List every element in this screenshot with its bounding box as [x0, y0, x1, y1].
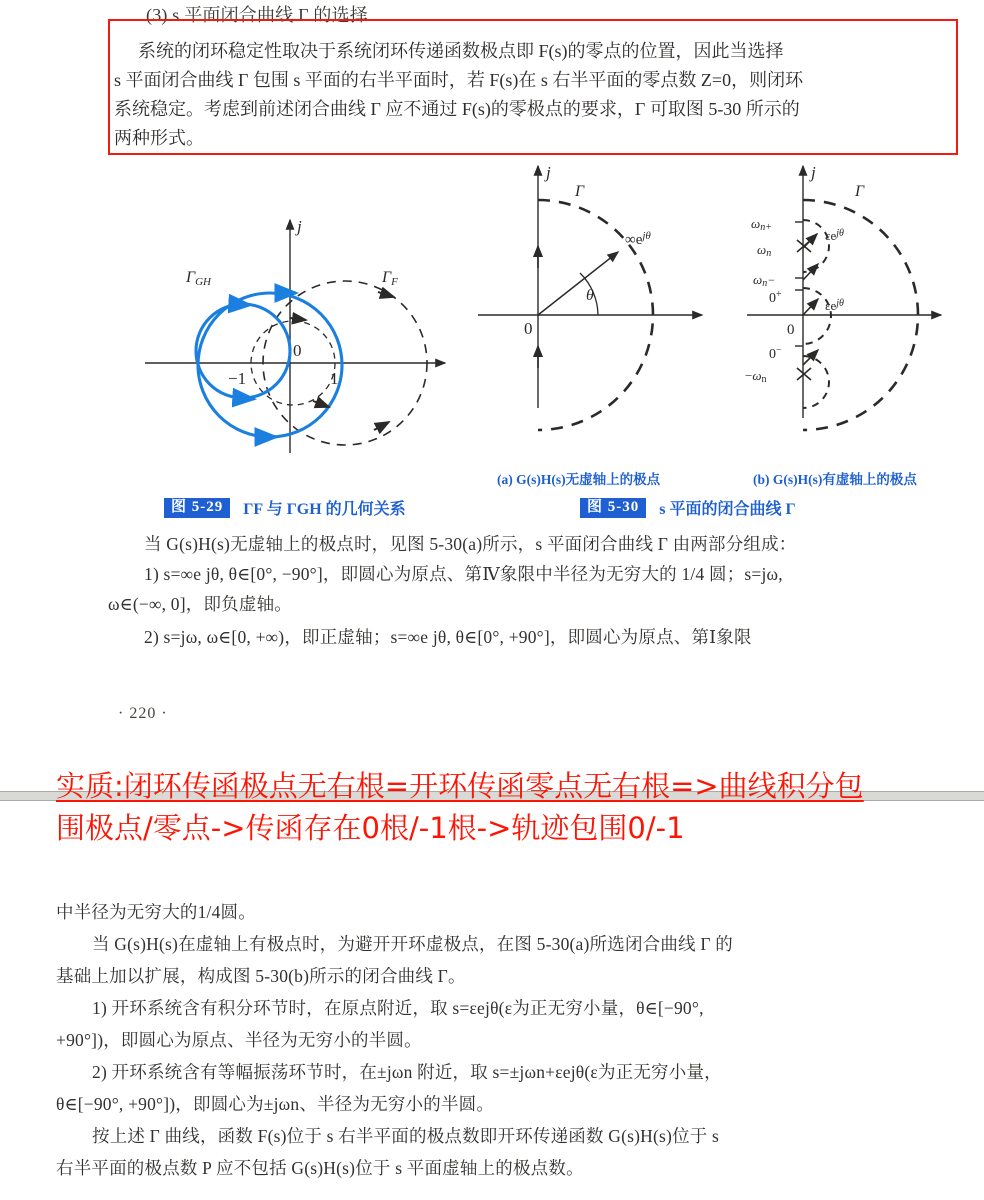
svg-text:j: j	[297, 217, 302, 236]
body-lower-line-5: +90°])，即圆心为原点、半径为无穷小的半圆。	[56, 1030, 422, 1050]
body-upper-line-3: ω∈(−∞, 0]，即负虚轴。	[108, 594, 292, 614]
svg-text:Γ: Γ	[855, 183, 865, 200]
svg-text:ωn−: ωn−	[753, 272, 776, 289]
figure-5-29-tag: 图 5-29	[164, 498, 230, 518]
svg-text:Γ: Γ	[575, 183, 585, 200]
body-lower-line-8: 按上述 Γ 曲线，函数 F(s)位于 s 右半平面的极点数即开环传递函数 G(s)H(s)位于 s	[92, 1126, 720, 1146]
svg-text:εejθ: $\varepsilon e^{j\theta}$	[825, 298, 844, 313]
red-annotation-line-2: 围极点/零点->传函存在0根/-1根->轨迹包围0/-1	[56, 811, 685, 845]
highlight-line-2: s 平面闭合曲线 Γ 包围 s 平面的右半平面时，若 F(s)在 s 右半平面的零点数 Z=0，则闭环	[114, 70, 804, 90]
body-lower-line-4: 1) 开环系统含有积分环节时，在原点附近，取 s=εejθ(ε为正无穷小量，θ∈[−90°,	[92, 998, 704, 1018]
red-annotation-line-1: 实质:闭环传函极点无右根=开环传函零点无右根=>曲线积分包	[56, 769, 864, 803]
body-lower-line-1: 中半径为无穷大的1/4圆。	[56, 902, 256, 922]
svg-text:0: 0	[787, 322, 795, 338]
figure-5-30b-subcaption: (b) G(s)H(s)有虚轴上的极点	[753, 472, 917, 487]
figure-5-30b-graphic	[745, 160, 975, 460]
body-lower-line-2: 当 G(s)H(s)在虚轴上有极点时，为避开开环虚极点，在图 5-30(a)所选闭合曲线 Γ 的	[92, 934, 733, 954]
body-upper-line-4: 2) s=jω, ω∈[0, +∞)，即正虚轴；s=∞e jθ, θ∈[0°, +90°]，即圆心为原点、第Ⅰ象限	[144, 627, 752, 647]
figure-5-30a-subcaption: (a) G(s)H(s)无虚轴上的极点	[497, 472, 661, 487]
body-lower-line-3: 基础上加以扩展，构成图 5-30(b)所示的闭合曲线 Γ。	[56, 966, 466, 986]
figure-5-30-caption-text: s 平面的闭合曲线 Γ	[659, 501, 796, 518]
svg-text:−1: −1	[228, 369, 247, 388]
svg-text:0+: 0+	[769, 289, 782, 306]
svg-text:∞ejθ: $\infty e^{j\theta}$	[625, 230, 651, 248]
figure-5-30-caption	[580, 496, 796, 519]
highlight-line-4: 两种形式。	[114, 128, 204, 148]
svg-text:εejθ: $\varepsilon e^{j\theta}$	[825, 228, 844, 243]
body-lower-line-9: 右半平面的极点数 P 应不包括 G(s)H(s)位于 s 平面虚轴上的极点数。	[56, 1158, 584, 1178]
body-upper-line-2: 1) s=∞e jθ, θ∈[0°, −90°]，即圆心为原点、第Ⅳ象限中半径为无穷大的 1/4 圆；s=jω,	[144, 564, 783, 584]
svg-text:j: j	[546, 163, 551, 182]
body-lower-line-7: θ∈[−90°, +90°])，即圆心为±jωn、半径为无穷小的半圆。	[56, 1094, 495, 1114]
figure-5-29-caption	[164, 496, 406, 519]
svg-text:ωn+: ωn+	[751, 216, 772, 233]
svg-text:ΓGH: ΓGH	[186, 269, 211, 288]
svg-text:j: j	[811, 163, 816, 182]
svg-text:1: 1	[330, 369, 339, 388]
svg-text:−ωn: −ωn	[745, 368, 767, 385]
highlight-line-3: 系统稳定。考虑到前述闭合曲线 Γ 应不通过 F(s)的零极点的要求，Γ 可取图 5-30 所示的	[114, 99, 800, 119]
section-heading: (3) s 平面闭合曲线 Γ 的选择	[146, 5, 368, 25]
figure-5-30-tag: 图 5-30	[580, 498, 646, 518]
figures-band	[0, 158, 984, 518]
figure-5-29-caption-text: ΓF 与 ΓGH 的几何关系	[243, 501, 406, 518]
figure-5-30a-graphic	[470, 160, 720, 460]
body-upper-line-1: 当 G(s)H(s)无虚轴上的极点时，见图 5-30(a)所示，s 平面闭合曲线 Γ 由两部分组成：	[144, 534, 797, 554]
page-number: · 220 ·	[118, 705, 168, 722]
svg-text:0−: 0−	[769, 345, 782, 362]
svg-text:ΓF: ΓF	[382, 269, 398, 288]
red-highlight-box	[108, 19, 958, 155]
svg-text:θ: θ	[586, 287, 594, 304]
svg-text:0: 0	[524, 319, 533, 338]
highlight-line-1: 系统的闭环稳定性取决于系统闭环传递函数极点即 F(s)的零点的位置，因此当选择	[138, 41, 784, 61]
svg-text:0: 0	[293, 341, 302, 360]
figure-5-29-graphic	[130, 208, 460, 468]
body-lower-line-6: 2) 开环系统含有等幅振荡环节时，在±jωn 附近，取 s=±jωn+εejθ(ε为正无穷小量，	[92, 1062, 722, 1082]
svg-text:ωn: ωn	[757, 242, 772, 259]
red-annotation	[56, 765, 966, 849]
